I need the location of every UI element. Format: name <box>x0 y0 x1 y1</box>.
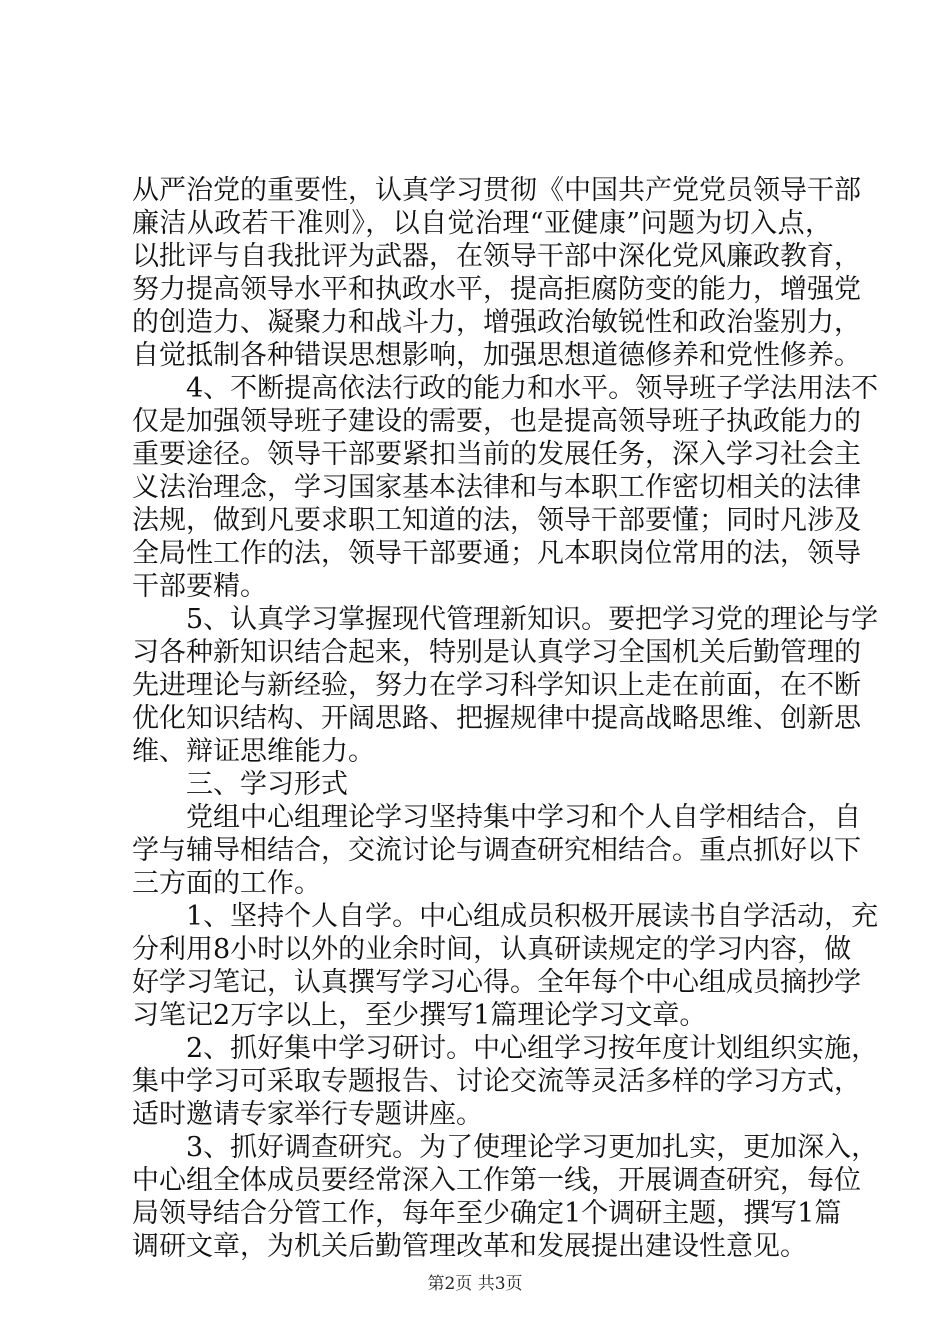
body-line: 仅是加强领导班子建设的需要，也是提高领导班子执政能力的 <box>132 406 861 437</box>
body-line: 干部要精。 <box>132 571 267 602</box>
body-line: 集中学习可采取专题报告、讨论交流等灵活多样的学习方式， <box>132 1066 861 1097</box>
body-line: 适时邀请专家举行专题讲座。 <box>132 1099 483 1130</box>
body-line: 义法治理念，学习国家基本法律和与本职工作密切相关的法律 <box>132 472 861 503</box>
body-line: 的创造力、凝聚力和战斗力，增强政治敏锐性和政治鉴别力， <box>132 307 861 338</box>
body-line: 全局性工作的法，领导干部要通；凡本职岗位常用的法，领导 <box>132 538 861 569</box>
body-line: 维、辩证思维能力。 <box>132 736 375 767</box>
body-line: 重要途径。领导干部要紧扣当前的发展任务，深入学习社会主 <box>132 439 861 470</box>
body-line: 中心组全体成员要经常深入工作第一线，开展调查研究，每位 <box>132 1165 861 1196</box>
page-footer: 第2页 共3页 <box>427 1274 523 1294</box>
body-line: 学与辅导相结合，交流讨论与调查研究相结合。重点抓好以下 <box>132 835 861 866</box>
body-line: 习笔记2万字以上，至少撰写1篇理论学习文章。 <box>132 1000 707 1031</box>
body-line: 党组中心组理论学习坚持集中学习和个人自学相结合，自 <box>132 802 861 833</box>
body-line: 3、抓好调查研究。为了使理论学习更加扎实，更加深入， <box>132 1132 879 1163</box>
section-heading: 三、学习形式 <box>132 769 348 800</box>
body-line: 廉洁从政若干准则》，以自觉治理“亚健康”问题为切入点， <box>132 208 832 239</box>
body-line: 2、抓好集中学习研讨。中心组学习按年度计划组织实施， <box>132 1033 879 1064</box>
body-line: 优化知识结构、开阔思路、把握规律中提高战略思维、创新思 <box>132 703 861 734</box>
body-line: 三方面的工作。 <box>132 868 321 899</box>
body-line: 法规，做到凡要求职工知道的法，领导干部要懂；同时凡涉及 <box>132 505 861 536</box>
body-line: 从严治党的重要性，认真学习贯彻《中国共产党党员领导干部 <box>132 175 861 206</box>
body-line: 以批评与自我批评为武器，在领导干部中深化党风廉政教育， <box>132 241 861 272</box>
body-line: 自觉抵制各种错误思想影响，加强思想道德修养和党性修养。 <box>132 340 861 371</box>
body-line: 4、不断提高依法行政的能力和水平。领导班子学法用法不 <box>132 373 879 404</box>
body-line: 分利用8小时以外的业余时间，认真研读规定的学习内容，做 <box>132 934 852 965</box>
body-line: 局领导结合分管工作，每年至少确定1个调研主题，撰写1篇 <box>132 1198 842 1229</box>
body-line: 1、坚持个人自学。中心组成员积极开展读书自学活动，充 <box>132 901 879 932</box>
body-line: 5、认真学习掌握现代管理新知识。要把学习党的理论与学 <box>132 604 879 635</box>
body-line: 努力提高领导水平和执政水平，提高拒腐防变的能力，增强党 <box>132 274 861 305</box>
body-line: 先进理论与新经验，努力在学习科学知识上走在前面，在不断 <box>132 670 861 701</box>
body-line: 好学习笔记，认真撰写学习心得。全年每个中心组成员摘抄学 <box>132 967 861 998</box>
body-line: 调研文章，为机关后勤管理改革和发展提出建设性意见。 <box>132 1231 807 1262</box>
body-line: 习各种新知识结合起来，特别是认真学习全国机关后勤管理的 <box>132 637 861 668</box>
